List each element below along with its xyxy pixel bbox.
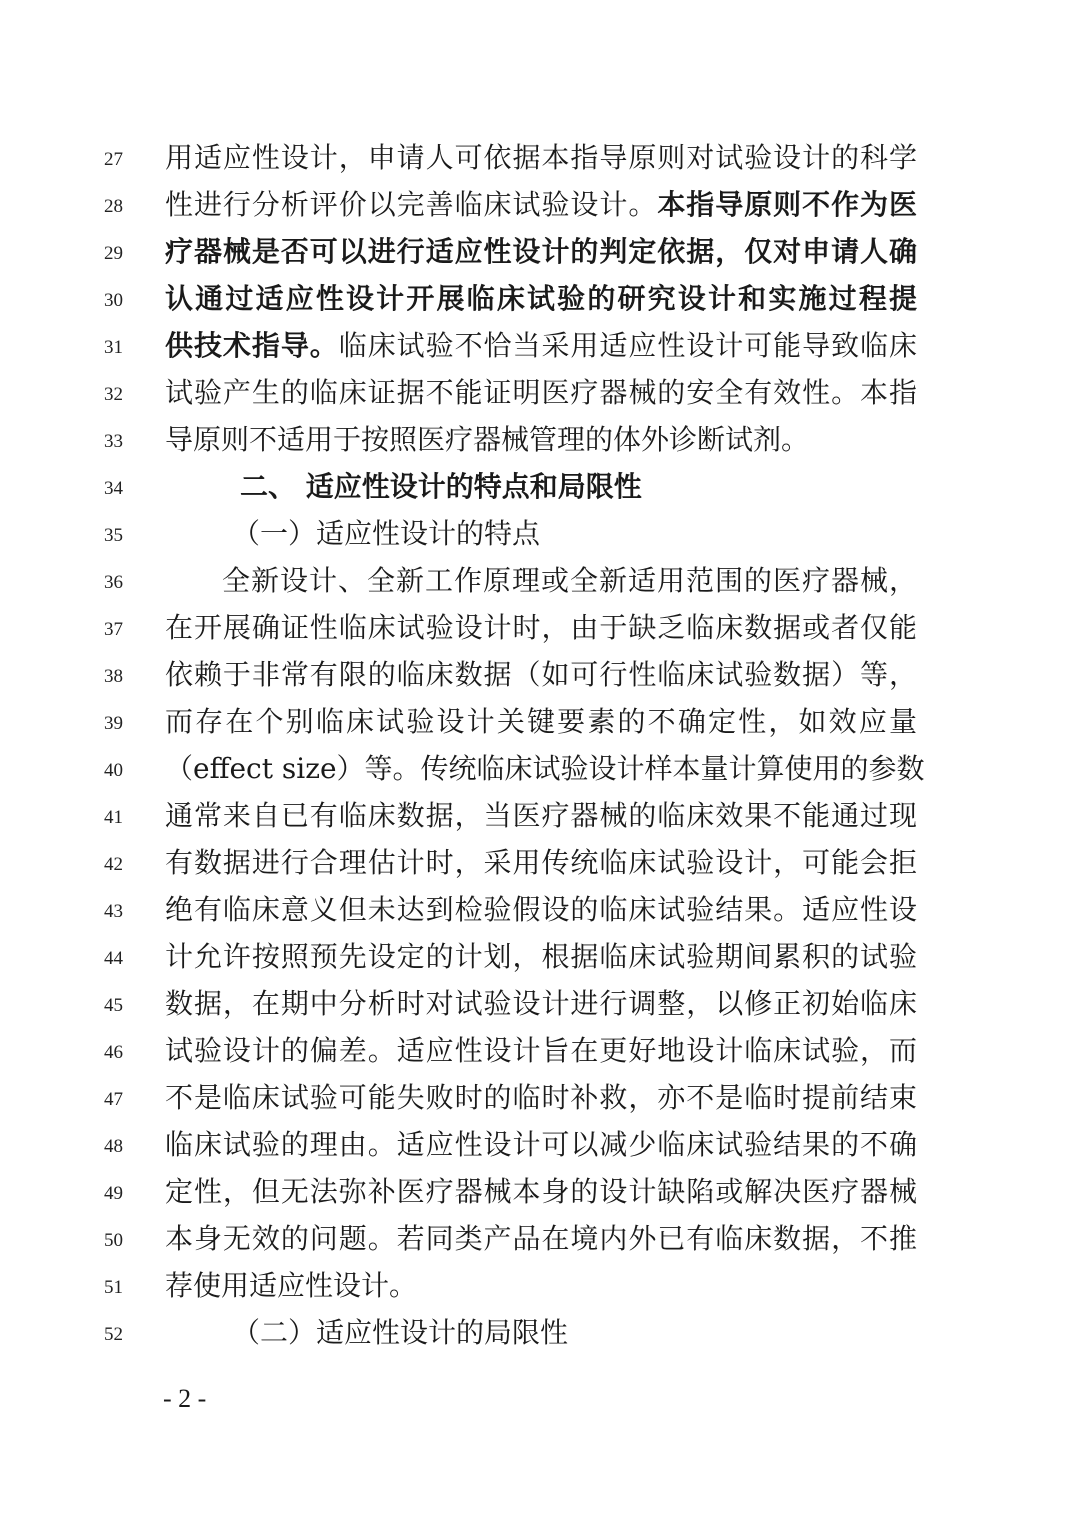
line-number: 47 [104,1089,123,1110]
line-text-bold: 疗器械是否可以进行适应性设计的判定依据，仅对申请人确 [165,235,917,268]
line-text: 有数据进行合理估计时，采用传统临床试验设计，可能会拒 [165,846,917,879]
line-text-regular: 临床试验不恰当采用适应性设计可能导致临床 [338,329,917,362]
line-text: 导原则不适用于按照医疗器械管理的体外诊断试剂。 [165,423,810,456]
line-text: （effect size）等。传统临床试验设计样本量计算使用的参数 [165,752,925,785]
line-text: 用适应性设计，申请人可依据本指导原则对试验设计的科学 [165,141,917,174]
text-line-52 [0,1311,1080,1358]
text-line-48 [0,1123,1080,1170]
line-text: 绝有临床意义但未达到检验假设的临床试验结果。适应性设 [165,893,917,926]
page-number: - 2 - [163,1384,207,1413]
text-line-28 [0,183,1080,230]
text-line-37 [0,606,1080,653]
text-line-38 [0,653,1080,700]
line-number: 46 [104,1042,123,1063]
line-text: 试验产生的临床证据不能证明医疗器械的安全有效性。本指 [165,376,917,409]
line-text: 数据，在期中分析时对试验设计进行调整，以修正初始临床 [165,987,917,1020]
line-text: 依赖于非常有限的临床数据（如可行性临床试验数据）等， [165,658,917,691]
line-number: 44 [104,948,123,969]
line-number: 35 [104,525,123,546]
text-line-49 [0,1170,1080,1217]
line-text: 本身无效的问题。若同类产品在境内外已有临床数据，不推 [165,1222,917,1255]
line-text: 荐使用适应性设计。 [165,1269,418,1302]
line-text: 定性，但无法弥补医疗器械本身的设计缺陷或解决医疗器械 [165,1175,917,1208]
subsection-heading: （一）适应性设计的特点 [232,517,541,550]
line-number: 45 [104,995,123,1016]
text-line-27 [0,136,1080,183]
line-number: 30 [104,290,123,311]
text-line-34 [0,465,1080,512]
line-text: 通常来自已有临床数据，当医疗器械的临床效果不能通过现 [165,799,917,832]
line-text: 临床试验的理由。适应性设计可以减少临床试验结果的不确 [165,1128,917,1161]
line-number: 48 [104,1136,123,1157]
line-number: 41 [104,807,123,828]
text-line-46 [0,1029,1080,1076]
text-line-36 [0,559,1080,606]
text-line-35 [0,512,1080,559]
line-number: 33 [104,431,123,452]
subsection-heading: （二）适应性设计的局限性 [232,1316,569,1349]
line-number: 27 [104,149,123,170]
text-line-40 [0,747,1080,794]
line-number: 37 [104,619,123,640]
text-line-50 [0,1217,1080,1264]
line-number: 50 [104,1230,123,1251]
line-number: 31 [104,337,123,358]
line-number: 29 [104,243,123,264]
line-text: 试验设计的偏差。适应性设计旨在更好地设计临床试验，而 [165,1034,917,1067]
body-text [0,136,1080,1358]
line-text: 而存在个别临床试验设计关键要素的不确定性，如效应量 [165,705,917,738]
line-number: 28 [104,196,123,217]
line-number: 36 [104,572,123,593]
text-line-47 [0,1076,1080,1123]
line-text [165,326,917,366]
section-heading: 二、 适应性设计的特点和局限性 [240,470,642,503]
text-line-33 [0,418,1080,465]
text-line-31 [0,324,1080,371]
line-text-bold: 认通过适应性设计开展临床试验的研究设计和实施过程提 [165,282,917,315]
line-text-bold: 供技术指导。 [165,329,339,362]
text-line-41 [0,794,1080,841]
text-line-30 [0,277,1080,324]
text-line-45 [0,982,1080,1029]
line-number: 52 [104,1324,123,1345]
line-number: 43 [104,901,123,922]
text-line-39 [0,700,1080,747]
line-text: 在开展确证性临床试验设计时，由于缺乏临床数据或者仅能 [165,611,917,644]
text-line-42 [0,841,1080,888]
line-text: 全新设计、全新工作原理或全新适用范围的医疗器械， [222,564,917,597]
text-line-43 [0,888,1080,935]
line-text-regular: 性进行分析评价以完善临床试验设计。 [165,188,658,221]
line-number: 38 [104,666,123,687]
line-text-bold: 本指导原则不作为医 [657,188,917,221]
line-number: 40 [104,760,123,781]
line-number: 34 [104,478,123,499]
line-text [165,185,917,225]
text-line-32 [0,371,1080,418]
line-text: 不是临床试验可能失败时的临时补救，亦不是临时提前结束 [165,1081,917,1114]
text-line-44 [0,935,1080,982]
text-line-29 [0,230,1080,277]
line-number: 51 [104,1277,123,1298]
line-number: 49 [104,1183,123,1204]
line-text: 计允许按照预先设定的计划，根据临床试验期间累积的试验 [165,940,917,973]
line-number: 39 [104,713,123,734]
line-number: 42 [104,854,123,875]
text-line-51 [0,1264,1080,1311]
line-number: 32 [104,384,123,405]
